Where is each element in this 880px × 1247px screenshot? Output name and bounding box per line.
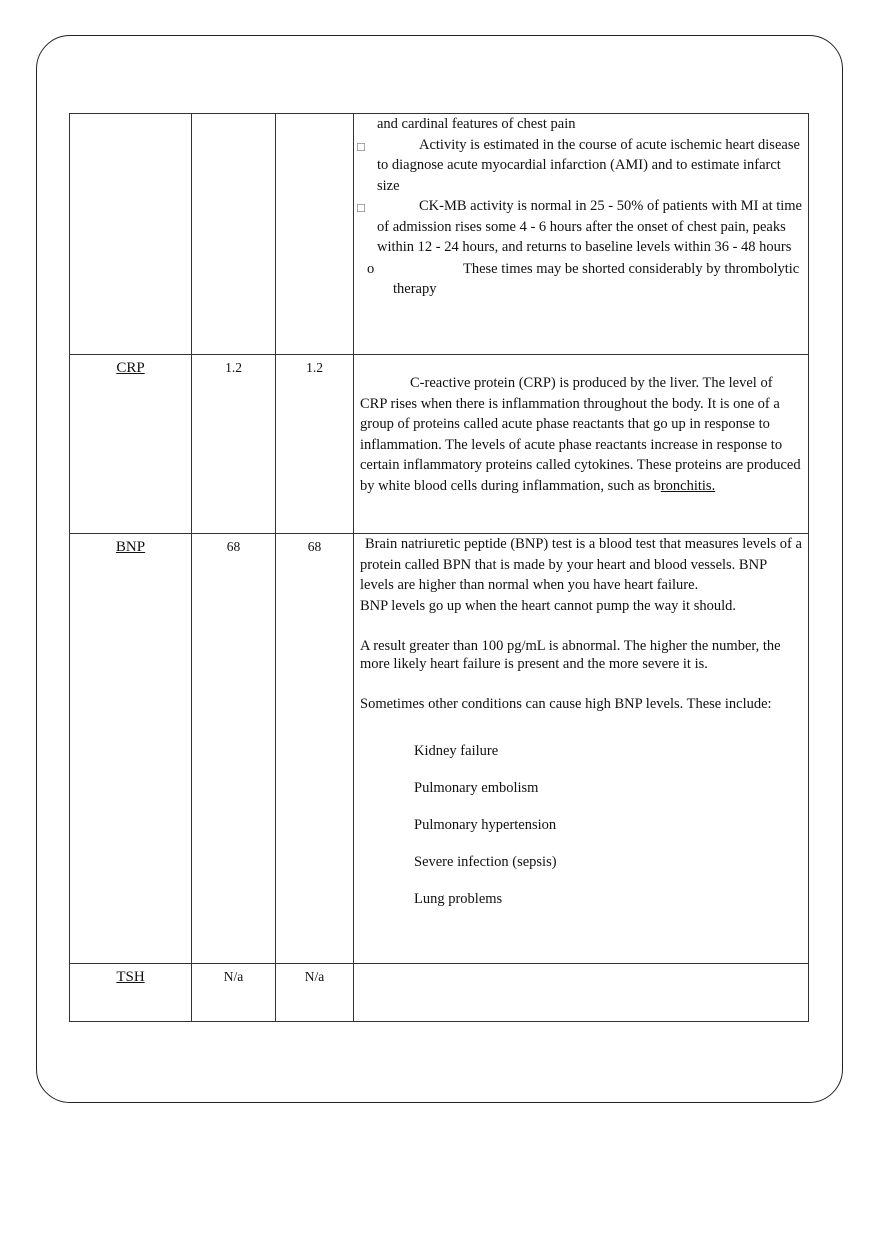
ck-bullet-2 <box>357 196 802 258</box>
value-cell <box>276 355 354 534</box>
value-cell <box>192 355 276 534</box>
crp-value-2: 1.2 <box>306 360 323 375</box>
bnp-paragraph-4: Sometimes other conditions can cause high BNP levels. These include: <box>360 696 772 712</box>
crp-description: C-reactive protein (CRP) is produced by the liver. The level of CRP rises when there is inflammation throughout the body. It is one of a group of proteins called acute phase reactants that go up in response to inflammation. The levels of acute phase reactants increase in response to certain inflammatory proteins called cytokines. These proteins are produced by white blood cells during inflammation, such as b <box>360 375 801 494</box>
value-cell <box>192 534 276 964</box>
crp-description-tail: ronchitis. <box>660 477 716 494</box>
bnp-paragraph-3: A result greater than 100 pg/mL is abnormal. The higher the number, the more likely heart failure is present and the more severe it is. <box>360 638 781 672</box>
table-row-tsh <box>70 964 809 1022</box>
ck-lead-text: and cardinal features of chest pain <box>377 116 576 132</box>
condition-item: Kidney failure <box>414 742 499 759</box>
tsh-value-2: N/a <box>304 969 325 984</box>
value-cell <box>276 534 354 964</box>
crp-value-1: 1.2 <box>225 360 242 375</box>
condition-item: Pulmonary hypertension <box>414 816 557 833</box>
test-name-cell <box>70 355 192 534</box>
test-name-cell <box>70 114 192 355</box>
ck-bullet-1-text: Activity is estimated in the course of acute ischemic heart disease to diagnose acute myocardial infarction (AMI) and to estimate infarct size <box>377 136 800 194</box>
square-bullet-icon: □ <box>357 138 365 154</box>
value-cell <box>276 964 354 1022</box>
lab-results-table <box>69 113 809 1022</box>
description-cell <box>354 114 809 355</box>
sub-bullet-marker: o <box>367 260 375 277</box>
condition-item: Pulmonary embolism <box>414 779 539 796</box>
description-cell <box>354 534 809 964</box>
bnp-paragraph-2: BNP levels go up when the heart cannot pump the way it should. <box>360 597 736 614</box>
tsh-value-1: N/a <box>223 969 244 984</box>
test-name-tsh: TSH <box>116 969 145 985</box>
test-name-cell <box>70 964 192 1022</box>
value-cell <box>276 114 354 355</box>
value-cell <box>192 114 276 355</box>
bnp-paragraph-1: Brain natriuretic peptide (BNP) test is a blood test that measures levels of a protein called BPN that is made by your heart and blood vessels. BNP levels are higher than normal when you have heart failure. <box>360 536 802 593</box>
test-name-bnp: BNP <box>115 539 146 555</box>
table-row-crp <box>70 355 809 534</box>
ck-sub-bullet-text: These times may be shorted considerably by thrombolytic therapy <box>393 260 800 297</box>
table-row-ck-continuation <box>70 114 809 355</box>
ck-sub-bullet <box>360 259 802 300</box>
bnp-value-2: 68 <box>307 539 322 554</box>
table-row-bnp <box>70 534 809 964</box>
description-cell <box>354 355 809 534</box>
condition-item: Severe infection (sepsis) <box>414 853 557 870</box>
ck-bullet-1 <box>357 135 802 197</box>
value-cell <box>192 964 276 1022</box>
test-name-crp: CRP <box>116 360 145 376</box>
bnp-value-1: 68 <box>226 539 241 554</box>
test-name-cell <box>70 534 192 964</box>
description-cell <box>354 964 809 1022</box>
square-bullet-icon: □ <box>357 200 365 215</box>
condition-item: Lung problems <box>414 890 503 907</box>
ck-bullet-2-text: CK-MB activity is normal in 25 - 50% of patients with MI at time of admission rises some 4 - 6 hours after the onset of chest pain, peaks within 12 - 24 hours, and returns to baseline levels within 36 - 48 hours <box>377 198 802 255</box>
